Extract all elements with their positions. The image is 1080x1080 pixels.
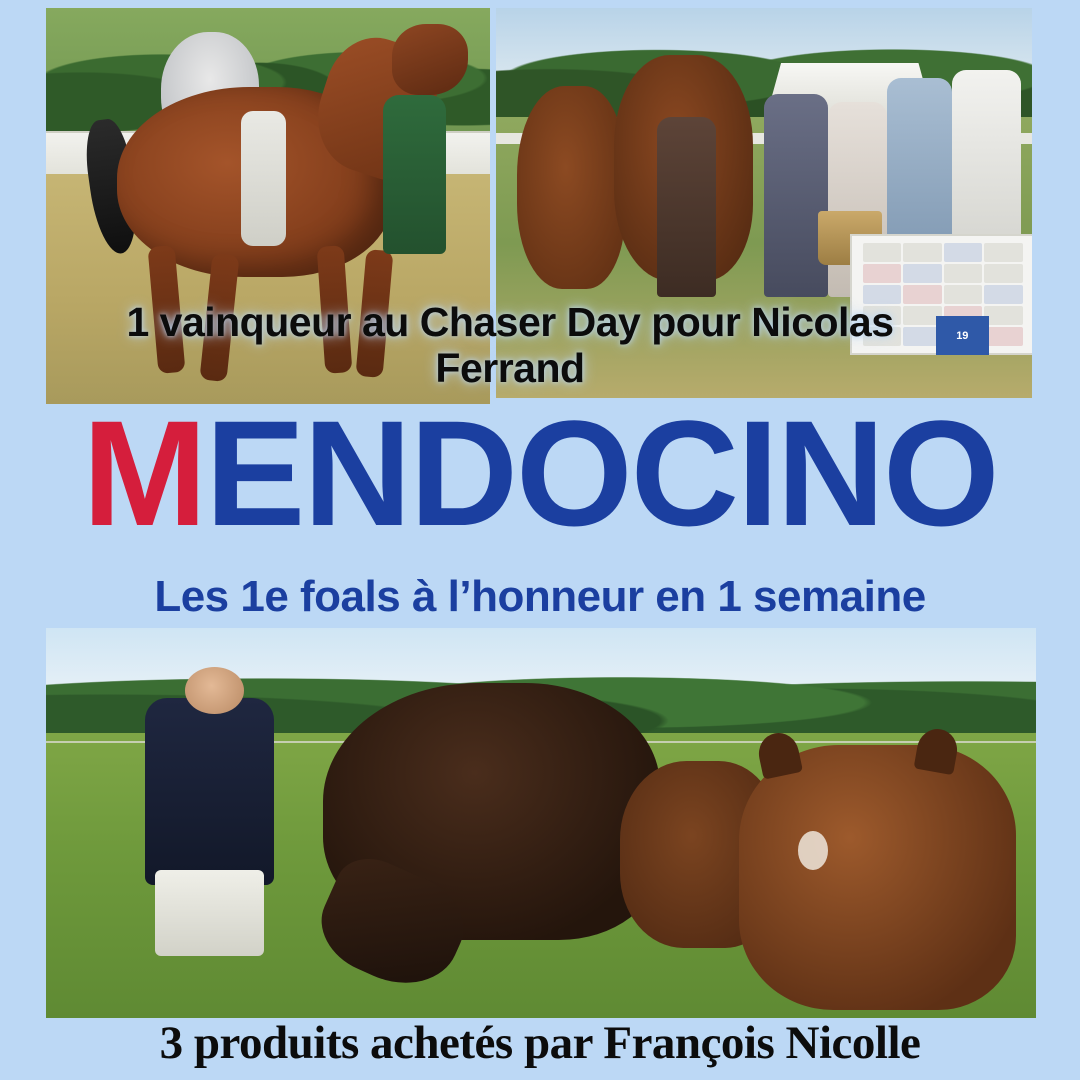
subheadline: Les 1e foals à l’honneur en 1 semaine bbox=[154, 572, 926, 621]
man-head bbox=[185, 667, 244, 714]
footer-line: 3 produits achetés par François Nicolle bbox=[159, 1017, 921, 1069]
man-white-shorts bbox=[155, 870, 264, 956]
page-title bbox=[0, 389, 1080, 557]
man-navy-polo bbox=[145, 698, 274, 885]
photo-bottom bbox=[46, 628, 1036, 1018]
photo-bottom-scene bbox=[46, 628, 1036, 1018]
person bbox=[764, 94, 828, 297]
person bbox=[657, 117, 716, 296]
headline-top: 1 vainqueur au Chaser Day pour Nicolas Ferrand bbox=[126, 299, 894, 391]
foal-foreground bbox=[739, 745, 1016, 1010]
foal-blaze-marking bbox=[798, 831, 828, 870]
date-badge: 19 bbox=[936, 316, 990, 355]
foal bbox=[517, 86, 624, 289]
handler-green-shirt bbox=[383, 95, 445, 253]
handler-background bbox=[241, 111, 285, 246]
bay-foal-head bbox=[392, 24, 467, 95]
title-rest: ENDOCINO bbox=[205, 389, 998, 557]
title-first-letter: M bbox=[82, 389, 206, 557]
